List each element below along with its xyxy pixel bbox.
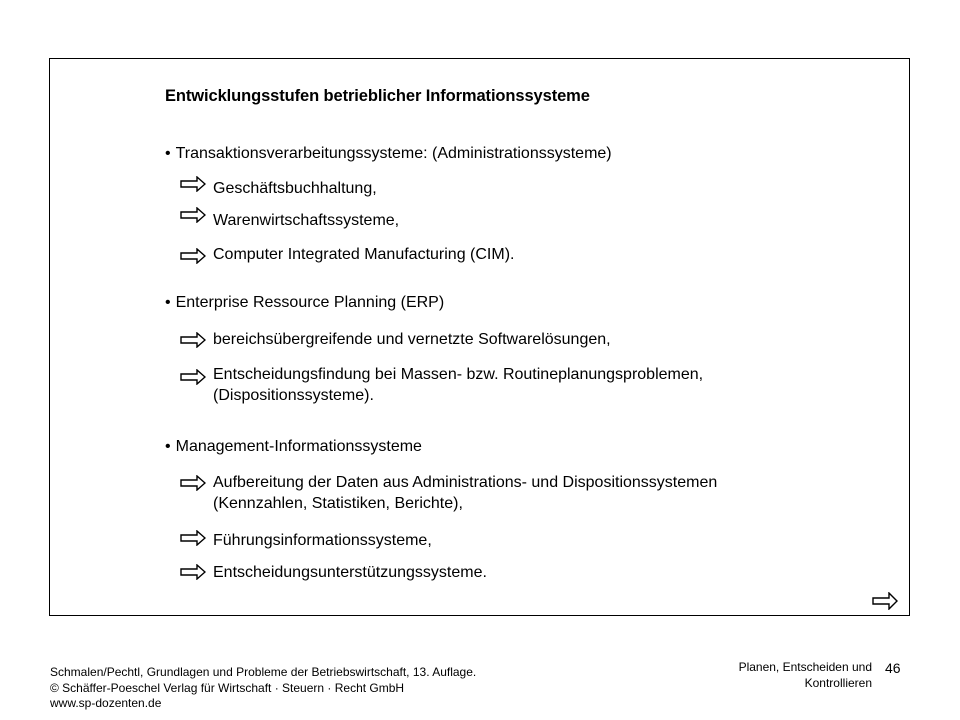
right-arrow-outline-icon — [180, 475, 206, 491]
list-item-text: Geschäftsbuchhaltung, — [213, 180, 377, 197]
list-item-text: (Kennzahlen, Statistiken, Berichte), — [213, 495, 463, 512]
right-arrow-outline-icon — [180, 369, 206, 385]
list-item — [213, 178, 377, 199]
list-item-text: Warenwirtschaftssysteme, — [213, 212, 400, 229]
right-arrow-outline-icon — [180, 530, 206, 546]
right-arrow-outline-icon — [180, 176, 206, 192]
bullet-dot: • — [165, 145, 171, 162]
footer-chapter — [739, 660, 872, 691]
footer-chapter-line: Kontrollieren — [804, 675, 872, 690]
list-item — [213, 210, 399, 231]
section-heading-text: Transaktionsverarbeitungssysteme: (Administrationssysteme) — [175, 145, 612, 162]
footer-source — [50, 665, 476, 712]
right-arrow-outline-icon — [180, 248, 206, 264]
page-number: 46 — [885, 660, 901, 676]
list-item-text: bereichsübergreifende und vernetzte Softwarelösungen, — [213, 331, 611, 348]
list-item-text: Entscheidungsunterstützungssysteme. — [213, 564, 487, 581]
footer-chapter-line: Planen, Entscheiden und — [738, 660, 872, 674]
footer-source-line: Schmalen/Pechtl, Grundlagen und Probleme der Betriebswirtschaft, 13. Auflage. — [50, 665, 477, 679]
next-slide-arrow-icon[interactable] — [872, 592, 898, 610]
section-heading-text: Management-Informationssysteme — [175, 438, 422, 455]
list-item-text: Computer Integrated Manufacturing (CIM). — [213, 246, 515, 263]
section-heading — [165, 294, 444, 312]
list-item-text: Entscheidungsfindung bei Massen- bzw. Routineplanungsproblemen, — [213, 366, 704, 383]
list-item — [213, 472, 717, 514]
slide-title: Entwicklungsstufen betrieblicher Informationssysteme — [165, 87, 590, 105]
bullet-dot: • — [165, 294, 171, 311]
section-heading-text: Enterprise Ressource Planning (ERP) — [175, 294, 445, 311]
list-item — [213, 364, 703, 406]
list-item — [213, 244, 514, 265]
right-arrow-outline-icon — [180, 207, 206, 223]
section-heading — [165, 145, 612, 163]
footer-source-line: © Schäffer-Poeschel Verlag für Wirtschaft · Steuern · Recht GmbH — [50, 680, 405, 695]
bullet-dot: • — [165, 438, 171, 455]
list-item-text: Aufbereitung der Daten aus Administrations- und Dispositionssystemen — [213, 474, 718, 491]
list-item — [213, 530, 432, 551]
section-heading — [165, 438, 422, 456]
list-item-text: Führungsinformationssysteme, — [213, 532, 432, 549]
right-arrow-outline-icon — [180, 564, 206, 580]
list-item — [213, 329, 611, 350]
list-item — [213, 562, 487, 583]
right-arrow-outline-icon — [180, 332, 206, 348]
list-item-text: (Dispositionssysteme). — [213, 387, 374, 404]
footer-source-line: www.sp-dozenten.de — [50, 696, 162, 710]
